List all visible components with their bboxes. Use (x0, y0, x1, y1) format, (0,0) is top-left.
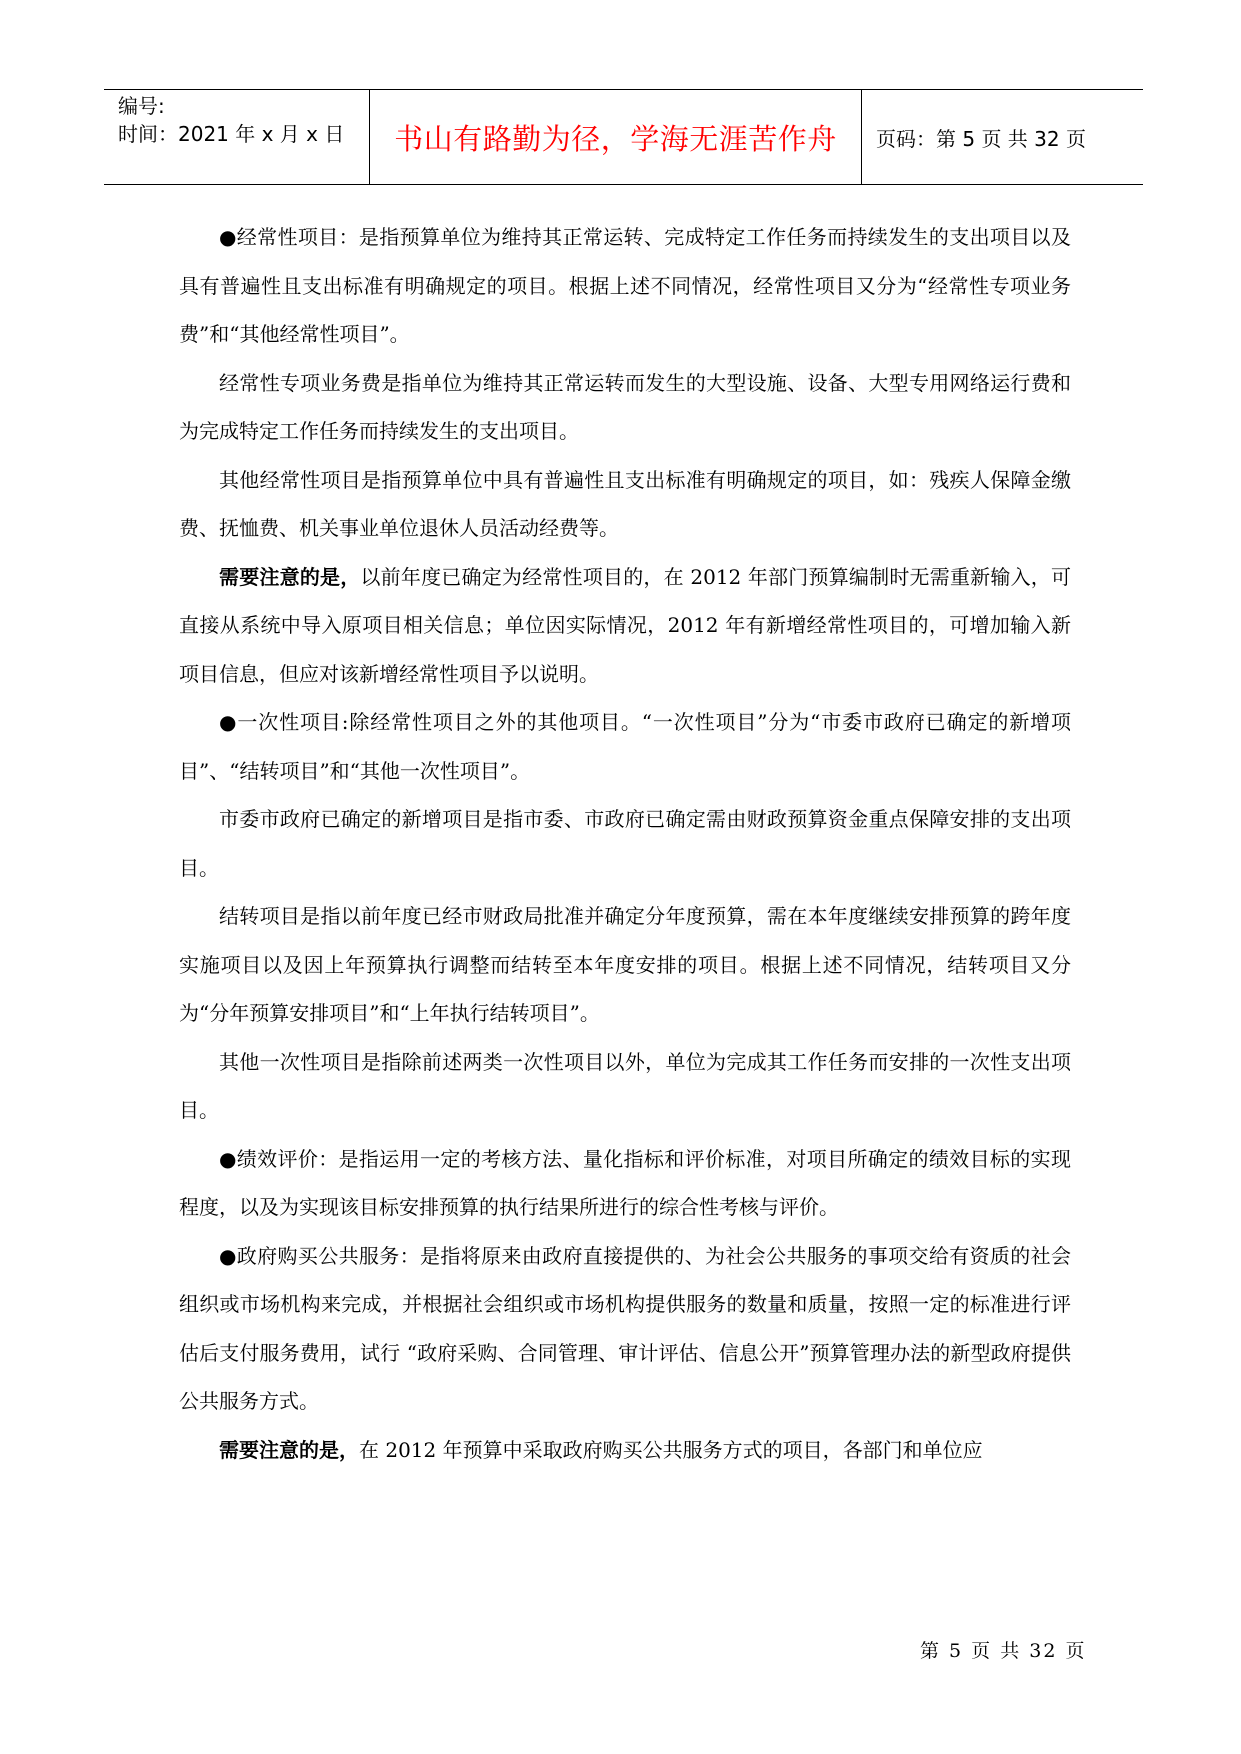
paragraph-text: 其他经常性项目是指预算单位中具有普遍性且支出标准有明确规定的项目，如：残疾人保障金缴费、抚恤费、机关事业单位退休人员活动经费等。 (179, 467, 1071, 540)
paragraph (179, 795, 1071, 892)
paragraph (179, 1426, 1071, 1475)
paragraph (179, 1135, 1071, 1232)
paragraph (179, 1232, 1071, 1426)
document-number-label: 编号: (118, 94, 165, 118)
paragraph (179, 359, 1071, 456)
paragraph-emphasis: 需要注意的是， (219, 564, 361, 589)
paragraph (179, 213, 1071, 359)
paragraph-emphasis: 需要注意的是， (219, 1437, 359, 1462)
paragraph-text: 结转项目是指以前年度已经市财政局批准并确定分年度预算，需在本年度继续安排预算的跨年度实施项目以及因上年预算执行调整而结转至本年度安排的项目。根据上述不同情况，结转项目又分为“分年预算安排项目”和“上年执行结转项目”。 (179, 904, 1071, 1025)
paragraph (179, 1038, 1071, 1135)
paragraph (179, 892, 1071, 1038)
paragraph-text: 市委市政府已确定的新增项目是指市委、市政府已确定需由财政预算资金重点保障安排的支出项目。 (179, 807, 1071, 880)
paragraph (179, 698, 1071, 795)
paragraph-text: ●经常性项目：是指预算单位为维持其正常运转、完成特定工作任务而持续发生的支出项目以及具有普遍性且支出标准有明确规定的项目。根据上述不同情况，经常性项目又分为“经常性专项业务费”和“其他经常性项目”。 (179, 225, 1071, 346)
header-motto: 书山有路勤为径，学海无涯苦作舟 (394, 122, 837, 156)
paragraph-text: ●政府购买公共服务：是指将原来由政府直接提供的、为社会公共服务的事项交给有资质的社会组织或市场机构来完成，并根据社会组织或市场机构提供服务的数量和质量，按照一定的标准进行评估后支付服务费用，试行 “政府采购、合同管理、审计评估、信息公开”预算管理办法的新型政府提供公共服务方式。 (179, 1243, 1071, 1413)
header-left (118, 92, 344, 148)
header-divider-right (861, 90, 862, 184)
header-page-number: 页码：第 5 页 共 32 页 (876, 127, 1086, 151)
document-time-label: 时间：2021 年 x 月 x 日 (118, 122, 345, 146)
paragraph-text: ●一次性项目:除经常性项目之外的其他项目。“一次性项目”分为“市委市政府已确定的新增项目”、“结转项目”和“其他一次性项目”。 (179, 710, 1071, 783)
paragraph-text: 以前年度已确定为经常性项目的，在 2012 年部门预算编制时无需重新输入，可直接从系统中导入原项目相关信息；单位因实际情况，2012 年有新增经常性项目的，可增加输入新项目信息，但应对该新增经常性项目予以说明。 (179, 564, 1071, 686)
document-body (179, 213, 1071, 1474)
page-footer-number: 第 5 页 共 32 页 (920, 1640, 1087, 1662)
paragraph (179, 553, 1071, 699)
paragraph-text: 其他一次性项目是指除前述两类一次性项目以外，单位为完成其工作任务而安排的一次性支出项目。 (179, 1049, 1071, 1122)
paragraph-text: 在 2012 年预算中采取政府购买公共服务方式的项目，各部门和单位应 (359, 1437, 983, 1462)
page-header (104, 89, 1143, 185)
paragraph-text: 经常性专项业务费是指单位为维持其正常运转而发生的大型设施、设备、大型专用网络运行费和为完成特定工作任务而持续发生的支出项目。 (179, 370, 1071, 443)
paragraph-text: ●绩效评价：是指运用一定的考核方法、量化指标和评价标准，对项目所确定的绩效目标的实现程度，以及为实现该目标安排预算的执行结果所进行的综合性考核与评价。 (179, 1146, 1071, 1219)
paragraph (179, 456, 1071, 553)
